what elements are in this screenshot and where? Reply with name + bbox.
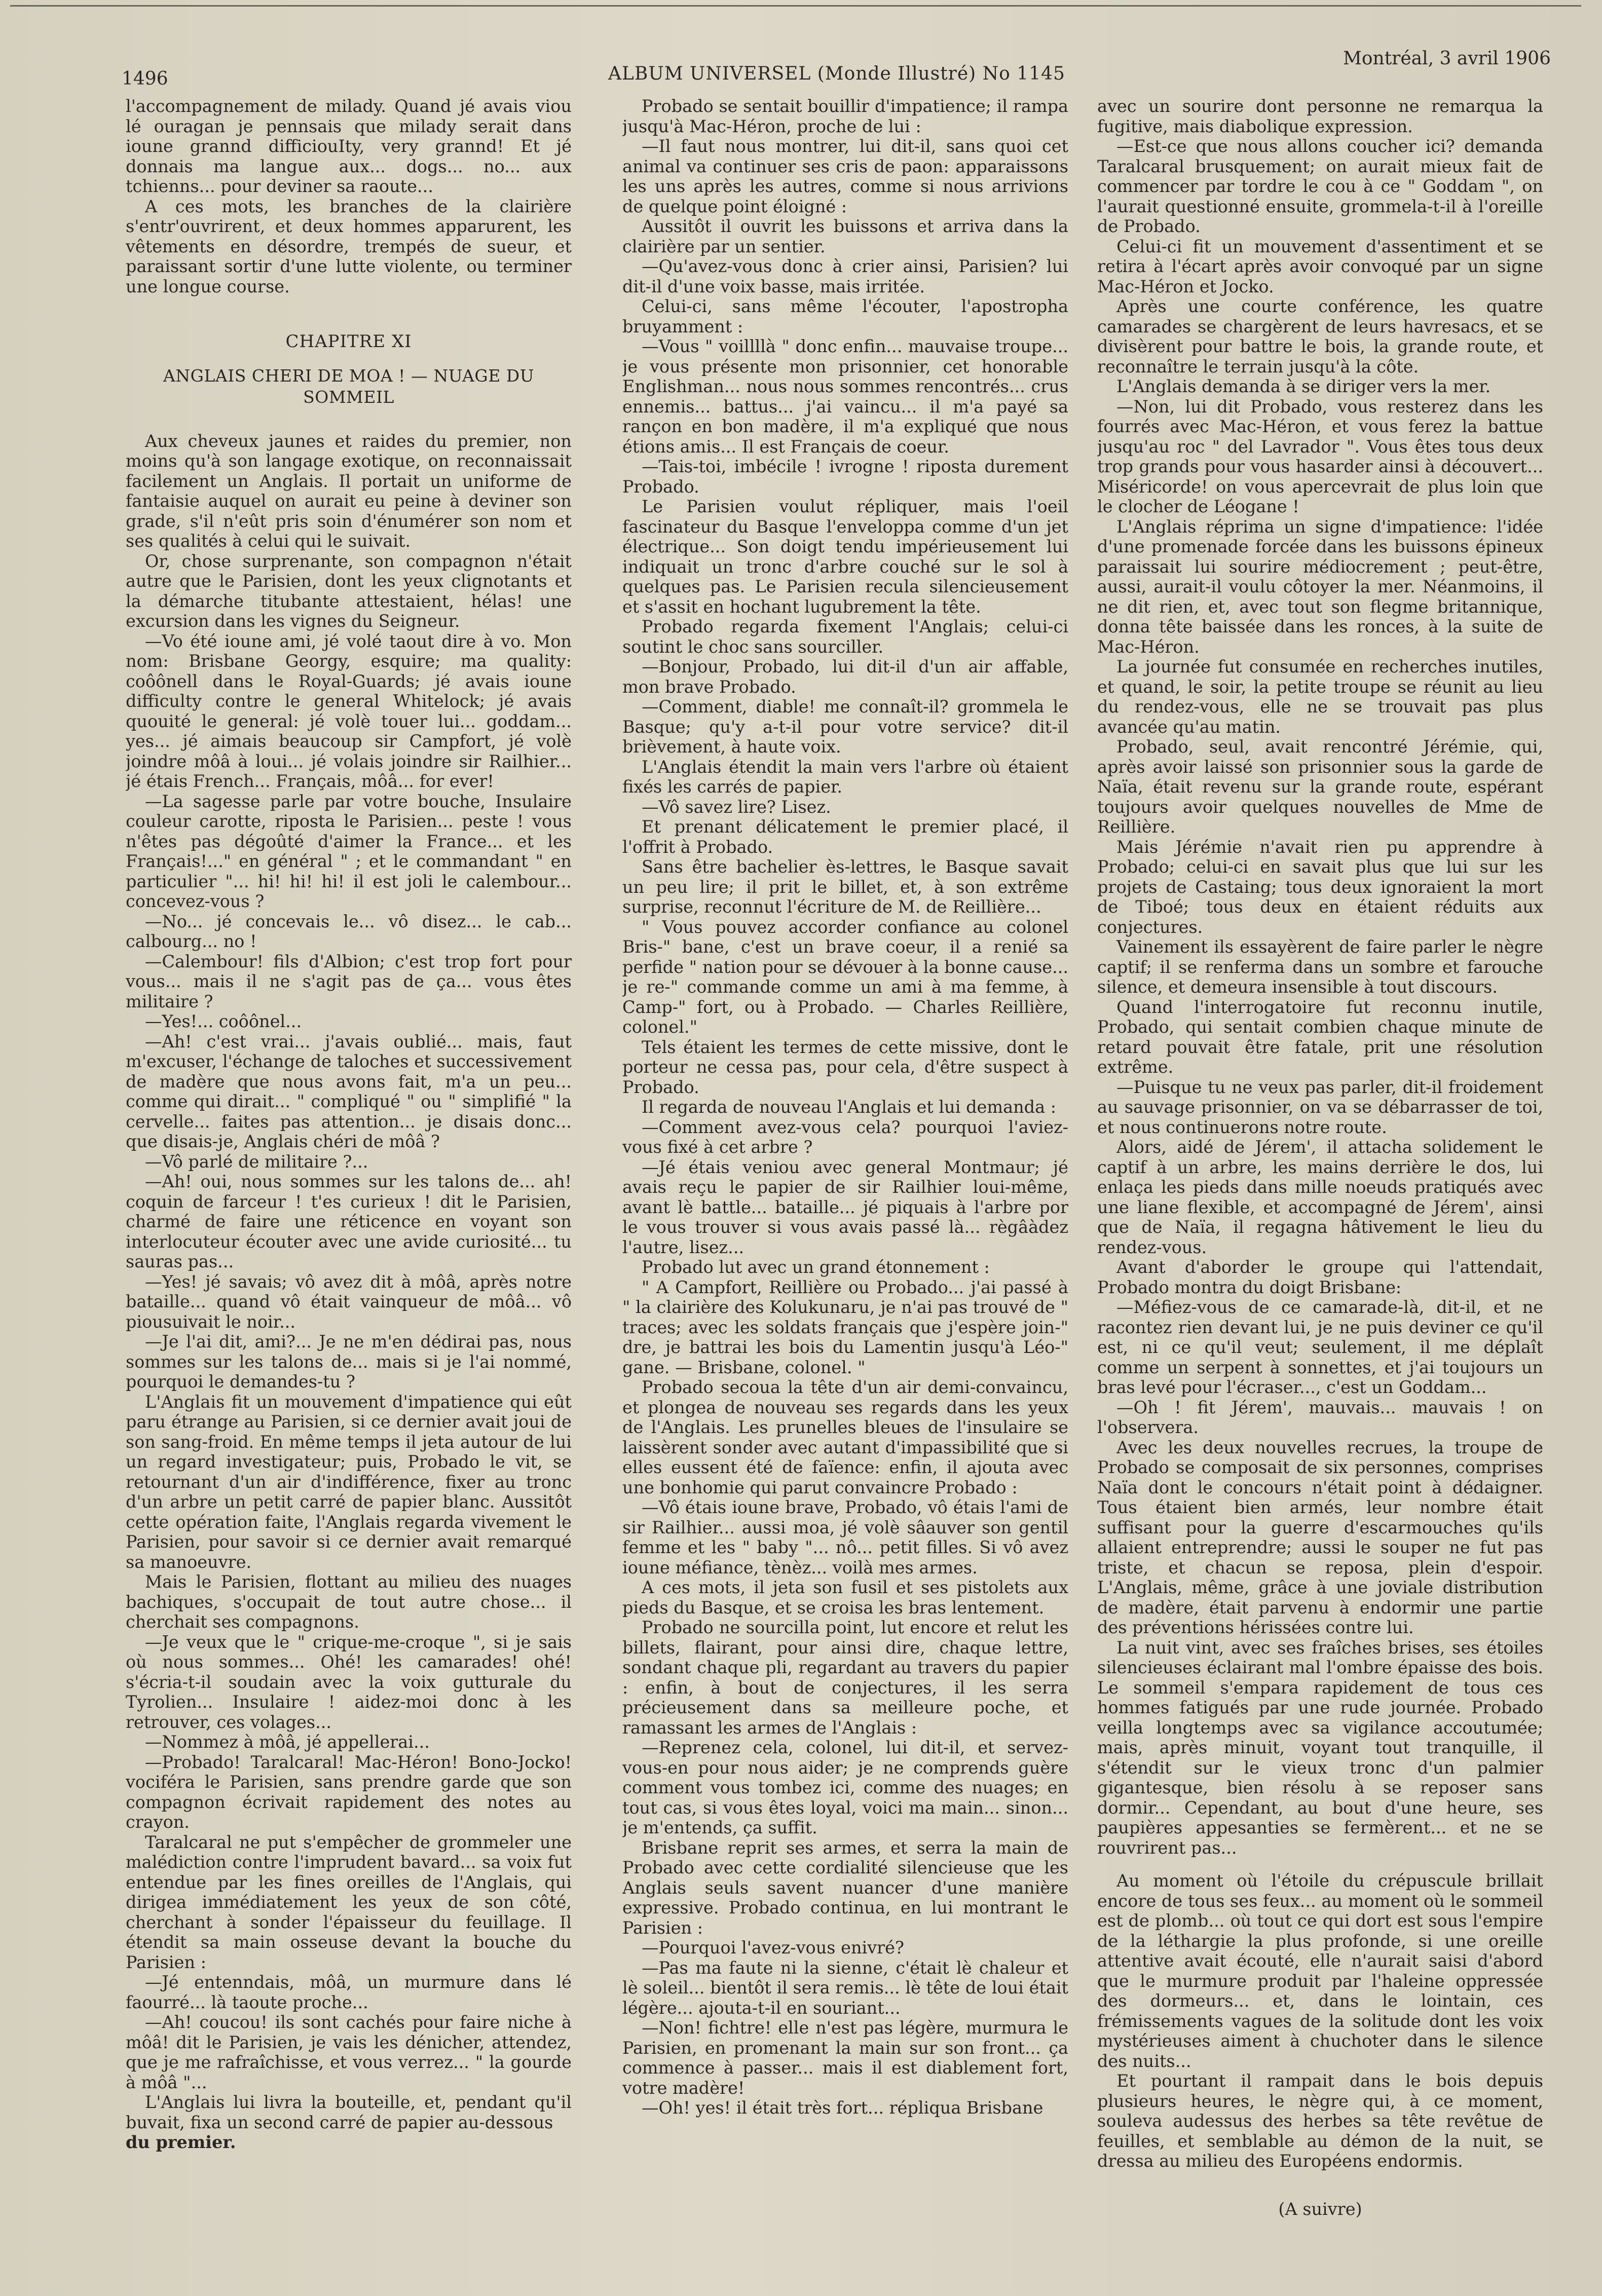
paragraph: Il regarda de nouveau l'Anglais et lui demanda : [642,1097,1057,1117]
paragraph: —Oh! yes! il était très fort... répliqua Brisbane [642,2098,1044,2118]
paragraph: —Pourquoi l'avez-vous enivré? [642,1938,904,1958]
paragraph: —Il faut nous montrer, lui dit-il, sans quoi cet animal va continuer ses cris de paon: apparaissons les uns après les autres, comme si nous arrivions de quelque point éloigné : [622,136,1068,216]
paragraph: —Ah! coucou! ils sont cachés pour faire niche à môâ! dit le Parisien, je vais les dénicher, attendez, que je me rafraîchisse, et vous verrez... " la gourde à môâ "... [126,2012,572,2092]
paragraph: Probado secoua la tête d'un air demi-convaincu, et plongea de nouveau ses regards dans les yeux de l'Anglais. Les prunelles bleues de l'insulaire se laissèrent sonder avec autant d'impassibilité que si elles eussent été de faïence: enfin, il ajouta avec une bonhomie qui parut convaincre Probado : [622,1377,1068,1497]
paragraph-end: du premier. [126,2132,236,2152]
paragraph: —Nommez à môâ, jé appellerai... [145,1732,430,1752]
paragraph: —Yes!... coôônel... [145,1011,302,1031]
top-rule [10,5,1581,7]
page-number: 1496 [122,68,168,89]
paragraph: Avant d'aborder le groupe qui l'attendait, Probado montra du doigt Brisbane: [1097,1257,1543,1297]
paragraph: L'Anglais réprima un signe d'impatience: l'idée d'une promenade forcée dans les buissons épineux paraissait lui sourire médiocrement ; peut-être, aussi, aurait-il voulu côtoyer la mer. Néanmoins, il ne dit rien, et, avec tout son flegme britannique, donna tête baissée dans les ronces, à la suite de Mac-Héron. [1097,516,1543,657]
paragraph: —La sagesse parle par votre bouche, Insulaire couleur carotte, riposta le Parisien... peste ! vous n'êtes pas dégoûté d'aimer la France... et les Français!..." en général " ; et le commandant " en particulier "... hi! hi! hi! il est joli le calembour... concevez-vous ? [126,791,572,911]
paragraph: L'Anglais lui livra la bouteille, et, pendant qu'il buvait, fixa un second carré de papier au-dessous [126,2092,572,2132]
paragraph: Or, chose surprenante, son compagnon n'était autre que le Parisien, dont les yeux clignotants et la démarche titubante attestaient, hélas! une excursion dans les vignes du Seigneur. [126,551,572,631]
column-2 [622,96,1068,2265]
paragraph: Vainement ils essayèrent de faire parler le nègre captif; il se renferma dans un sombre et farouche silence, et demeura insensible à tout discours. [1097,937,1543,997]
paragraph: Sans être bachelier ès-lettres, le Basque savait un peu lire; il prit le billet, et, à son extrême surprise, reconnut l'écriture de M. de Reillière... [622,857,1068,917]
paragraph: avec un sourire dont personne ne remarqua la fugitive, mais diabolique expression. [1097,96,1543,136]
paragraph: —Puisque tu ne veux pas parler, dit-il froidement au sauvage prisonnier, on va se débarrasser de toi, et nous continuerons notre route. [1097,1077,1543,1137]
quoted-note: " Vous pouvez accorder confiance au colonel Bris-" bane, c'est un brave coeur, il a renié sa perfide " nation pour se dévouer à la bonne cause... je re-" commande comme un ami à ma femme, à Camp-" fort, ou à Probado. — Charles Reillière, colonel." [622,917,1068,1037]
paragraph: A ces mots, il jeta son fusil et ses pistolets aux pieds du Basque, et se croisa les bras lentement. [622,1577,1068,1617]
paragraph: Probado, seul, avait rencontré Jérémie, qui, après avoir laissé son prisonnier sous la garde de Naïa, était revenu sur la grande route, espérant toujours avoir quelques nouvelles de Mme de Reillière. [1097,737,1543,837]
column-1 [126,96,572,2265]
paragraph: Probado se sentait bouillir d'impatience; il rampa jusqu'à Mac-Héron, proche de lui : [622,96,1068,136]
spacer [1097,1858,1543,1871]
paragraph: Aux cheveux jaunes et raides du premier, non moins qu'à son langage exotique, on reconnaissait facilement un Anglais. Il portait un uniforme de fantaisie auquel on aurait eu peine à deviner son grade, s'il n'eût pris soin d'énumérer son nom et ses qualités à celui qui le suivait. [126,431,572,551]
publication-title: ALBUM UNIVERSEL (Monde Illustré) No 1145 [608,63,1065,84]
page-header [122,48,1551,89]
paragraph: L'Anglais fit un mouvement d'impatience qui eût paru étrange au Parisien, si ce dernier avait joui de son sang-froid. En même temps il jeta autour de lui un regard investigateur; puis, Probado le vit, se retournant d'un air d'indifférence, fixer au tronc d'un arbre un petit carré de papier blanc. Aussitôt cette opération faite, l'Anglais regarda vivement le Parisien, pour savoir si ce dernier avait remarqué sa manoeuvre. [126,1391,572,1572]
paragraph: Avec les deux nouvelles recrues, la troupe de Probado se composait de six personnes, comprises Naïa dont le concours n'était point à dédaigner. Tous étaient bien armés, leur nombre était suffisant pour la guerre d'escarmouches qu'ils allaient entreprendre; aussi le souper ne fut pas triste, et chacun se reposa, plein d'espoir. L'Anglais, même, grâce à une joviale distribution de madère, était parvenu à endormir une partie des préventions hérissées contre lui. [1097,1437,1543,1637]
paragraph: —Reprenez cela, colonel, lui dit-il, et servez-vous-en pour nous aider; je ne comprends guère comment vous tombez ici, comme des nuages; en tout cas, si vous êtes loyal, voici ma main... sinon... je m'entends, ça suffit. [622,1738,1068,1837]
paragraph: Et prenant délicatement le premier placé, il l'offrit à Probado. [622,817,1068,857]
paragraph: Celui-ci fit un mouvement d'assentiment et se retira à l'écart après avoir convoqué par un signe Mac-Héron et Jocko. [1097,236,1543,296]
paragraph: —Oh ! fit Jérem', mauvais... mauvais ! on l'observera. [1097,1397,1543,1437]
paragraph: Probado lut avec un grand étonnement : [642,1257,990,1277]
paragraph: L'Anglais demanda à se diriger vers la mer. [1116,377,1491,396]
paragraph: —Jé entenndais, môâ, un murmure dans lé faourré... là taoute proche... [126,1972,572,2012]
paragraph: —Non! fichtre! elle n'est pas légère, murmura le Parisien, en promenant la main sur son front... ça commence à passer... mais il est diablement fort, votre madère! [622,2018,1068,2098]
column-3 [1097,96,1543,2265]
paragraph: —Vô parlé de militaire ?... [145,1151,368,1172]
paragraph: Brisbane reprit ses armes, et serra la main de Probado avec cette cordialité silencieuse que les Anglais seuls savent nuancer d'une manière expressive. Probado continua, en lui montrant le Parisien : [622,1837,1068,1938]
paragraph: Aussitôt il ouvrit les buissons et arriva dans la clairière par un sentier. [622,216,1068,256]
paragraph: —No... jé concevais le... vô disez... le cab... calbourg... no ! [126,911,572,951]
paragraph: —Jé étais veniou avec general Montmaur; jé avais reçu le papier de sir Railhier loui-même, avant lè battle... bataille... jé piquais à l'arbre por le vous trouver si vous avais passé là... règâàdez l'autre, lisez... [622,1157,1068,1257]
paragraph: Taralcaral ne put s'empêcher de grommeler une malédiction contre l'imprudent bavard... sa voix fut entendue par les fines oreilles de l'Anglais, qui dirigea immédiatement les yeux de son côté, cherchant à sonder l'épaisseur du feuillage. Il étendit sa main osseuse devant la bouche du Parisien : [126,1832,572,1972]
paragraph: Le Parisien voulut répliquer, mais l'oeil fascinateur du Basque l'enveloppa comme d'un jet électrique... Son doigt tendu impérieusement lui indiquait un tronc d'arbre couché sur le sol à quelques pas. Le Parisien recula silencieusement et s'assit en hochant lugubrement la tête. [622,497,1068,617]
paragraph: Mais le Parisien, flottant au milieu des nuages bachiques, s'occupait de tout autre chose... il cherchait ses compagnons. [126,1572,572,1632]
paragraph: —Comment avez-vous cela? pourquoi l'aviez-vous fixé à cet arbre ? [622,1117,1068,1157]
chapter-title: ANGLAIS CHERI DE MOA ! — NUAGE DU SOMMEIL [163,365,535,407]
paragraph: —Vous " voillllà " donc enfin... mauvaise troupe... je vous présente mon prisonnier, cet honorable Englishman... nous nous sommes rencontrés... crus ennemis... battus... j'ai vaincu... il m'a payé sa rançon en bon madère, il m'a expliqué que nous étions amis... Il est Français de coeur. [622,336,1068,457]
paragraph: Après une courte conférence, les quatre camarades se chargèrent de leurs havresacs, et se divisèrent pour battre le bois, la grande route, et reconnaître le terrain jusqu'à la côte. [1097,296,1543,377]
paragraph: —Ah! oui, nous sommes sur les talons de... ah! coquin de farceur ! t'es curieux ! dit le Parisien, charmé de faire une réticence en voyant son interlocuteur écouter avec une avide curiosité... tu sauras pas... [126,1172,572,1271]
paragraph: —Est-ce que nous allons coucher ici? demanda Taralcaral brusquement; on aurait mieux fait de commencer par tordre le cou à ce " Goddam ", on l'aurait questionné ensuite, grommela-t-il à l'oreille de Probado. [1097,136,1543,236]
paragraph: —Je veux que le " crique-me-croque ", si je sais où nous sommes... Ohé! les camarades! ohé! s'écria-t-il soudain avec la voix gutturale du Tyrolien... Insulaire ! aidez-moi donc à les retrouver, ces volages... [126,1632,572,1732]
paragraph: Quand l'interrogatoire fut reconnu inutile, Probado, qui sentait combien chaque minute de retard pouvait être fatale, prit une résolution extrême. [1097,997,1543,1077]
paragraph: —Probado! Taralcaral! Mac-Héron! Bono-Jocko! vociféra le Parisien, sans prendre garde que son compagnon écrivait rapidement des notes au crayon. [126,1752,572,1832]
paragraph: A ces mots, les branches de la clairière s'entr'ouvrirent, et deux hommes apparurent, les vêtements en désordre, trempés de sueur, et paraissant sortir d'une lutte violente, ou terminer une longue course. [126,196,572,296]
chapter-heading: CHAPITRE XI [285,331,412,352]
paragraph: Et pourtant il rampait dans le bois depuis plusieurs heures, le nègre qui, à ce moment, souleva audessus des herbes sa tête revêtue de feuilles, et semblable au démon de la nuit, se dressa au milieu des Européens endormis. [1097,2071,1543,2171]
paragraph: La journée fut consumée en recherches inutiles, et quand, le soir, la petite troupe se réunit au lieu du rendez-vous, elle ne se trouvait pas plus avancée qu'au matin. [1097,657,1543,737]
paragraph: —Qu'avez-vous donc à crier ainsi, Parisien? lui dit-il d'une voix basse, mais irritée. [622,256,1068,296]
paragraph: —Non, lui dit Probado, vous resterez dans les fourrés avec Mac-Héron, et vous ferez la battue jusqu'au roc " del Lavrador ". Vous êtes tous deux trop grands pour vous hasarder ainsi à découvert... Miséricorde! on vous apercevrait de plus loin que le clocher de Léogane ! [1097,396,1543,516]
paragraph: L'Anglais étendit la main vers l'arbre où étaient fixés les carrés de papier. [622,757,1068,797]
paragraph: —Ah! c'est vrai... j'avais oublié... mais, faut m'excuser, l'échange de taloches et successivement de madère que nous avons fait, m'a un peu... comme qui dirait... " compliqué " ou " simplifié " la cervelle... faites pas attention... je disais donc... que disais-je, Anglais chéri de môâ ? [126,1031,572,1151]
paragraph: —Calembour! fils d'Albion; c'est trop fort pour vous... mais il ne s'agit pas de ça... vous êtes militaire ? [126,951,572,1011]
paragraph: Alors, aidé de Jérem', il attacha solidement le captif à un arbre, les mains derrière le dos, lui enlaça les pieds dans mille noeuds pratiqués avec une liane flexible, et accompagné de Jérem', ainsi que de Naïa, il regagna hâtivement le lieu du rendez-vous. [1097,1137,1543,1257]
paragraph: —Yes! jé savais; vô avez dit à môâ, après notre bataille... quand vô était vainqueur de môâ... vô piousuivait le noir... [126,1271,572,1332]
quoted-note: " A Campfort, Reillière ou Probado... j'ai passé à " la clairière des Kolukunaru, je n'ai pas trouvé de " traces; avec les soldats français que j'espère join-" dre, je battrai les bois du Lamentin jusqu'à Léo-" gane. — Brisbane, colonel. " [622,1277,1068,1377]
paragraph: l'accompagnement de milady. Quand jé avais viou lé ouragan je pennsais que milady serait dans ioune grannd difficiouIty, very grannd! Et jé donnais ma langue aux... dogs... no... aux tchienns... pour deviner sa raoute... [126,96,572,196]
to-be-continued: (A suivre) [1278,2199,1362,2219]
paragraph: —Comment, diable! me connaît-il? grommela le Basque; qu'y a-t-il pour votre service? dit-il brièvement, à haute voix. [622,697,1068,757]
paragraph: Probado ne sourcilla point, lut encore et relut les billets, flairant, pour ainsi dire, chaque lettre, sondant chaque pli, regardant au travers du papier : enfin, à bout de conjectures, il les serra précieusement dans sa meilleure poche, et ramassant les armes de l'Anglais : [622,1617,1068,1738]
paragraph: —Vô savez lire? Lisez. [642,797,831,817]
paragraph: —Méfiez-vous de ce camarade-là, dit-il, et ne racontez rien devant lui, je ne puis deviner ce qu'il est, ni ce qu'il veut; seulement, il me déplaît comme un serpent à sonnettes, et j'ai toujours un bras levé pour l'écraser..., c'est un Goddam... [1097,1297,1543,1397]
paragraph: —Tais-toi, imbécile ! ivrogne ! riposta durement Probado. [622,457,1068,497]
paragraph: Mais Jérémie n'avait rien pu apprendre à Probado; celui-ci en savait plus que lui sur les projets de Castaing; tous deux ignoraient la mort de Tiboé; tous deux en étaient réduits aux conjectures. [1097,837,1543,937]
paragraph: La nuit vint, avec ses fraîches brises, ses étoiles silencieuses éclairant mal l'ombre épaisse des bois. Le sommeil s'empara rapidement de tous ces hommes fatigués par une rude journée. Probado veilla longtemps avec sa vigilance accoutumée; mais, après minuit, voyant tout tranquille, il s'étendit sur le vieux tronc d'un palmier gigantesque, bien résolu à se reposer sans dormir... Cependant, au bout d'une heure, ses paupières appesanties se fermèrent... et ne se rouvrirent pas... [1097,1637,1543,1858]
paragraph: Probado regarda fixement l'Anglais; celui-ci soutint le choc sans sourciller. [622,617,1068,657]
paragraph: —Vô étais ioune brave, Probado, vô étais l'ami de sir Railhier... aussi moa, jé volè sâauver son gentil femme et les " baby "... nô... petit filles. Si vô avez ioune méfiance, tènèz... voilà mes armes. [622,1497,1068,1577]
paragraph: Au moment où l'étoile du crépuscule brillait encore de tous ses feux... au moment où le sommeil est de plomb... où tout ce qui dort est sous l'empire de la léthargie la plus profonde, si une oreille attentive avait écouté, elle n'aurait saisi d'abord que le murmure produit par l'haleine oppressée des dormeurs... et, dans le lointain, ces frémissements vagues de la solitude dont les voix mystérieuses aiment à chuchoter dans le silence des nuits... [1097,1871,1543,2071]
issue-date: Montréal, 3 avril 1906 [1343,48,1551,69]
paragraph: —Pas ma faute ni la sienne, c'était lè chaleur et lè soleil... bientôt il sera remis... lè tête de loui était légère... ajouta-t-il en souriant... [622,1958,1068,2018]
paragraph: —Je l'ai dit, ami?... Je ne m'en dédirai pas, nous sommes sur les talons de... mais si je l'ai nommé, pourquoi le demandes-tu ? [126,1332,572,1391]
paragraph: Celui-ci, sans même l'écouter, l'apostropha bruyamment : [622,296,1068,336]
paragraph: —Bonjour, Probado, lui dit-il d'un air affable, mon brave Probado. [622,657,1068,697]
paragraph: —Vo été ioune ami, jé volé taout dire à vo. Mon nom: Brisbane Georgy, esquire; ma quality: coôônell dans le Royal-Guards; jé avais ioune difficulty contre le general Whitelock; jé avais quouité le general: jé volè touer lui... goddam... yes... jé aimais beaucoup sir Campfort, jé volè joindre môâ à loui... jé volais joindre sir Railhier... jé étais French... Français, môâ... for ever! [126,631,572,791]
paragraph: Tels étaient les termes de cette missive, dont le porteur ne cessa pas, pour cela, d'être suspect à Probado. [622,1037,1068,1097]
